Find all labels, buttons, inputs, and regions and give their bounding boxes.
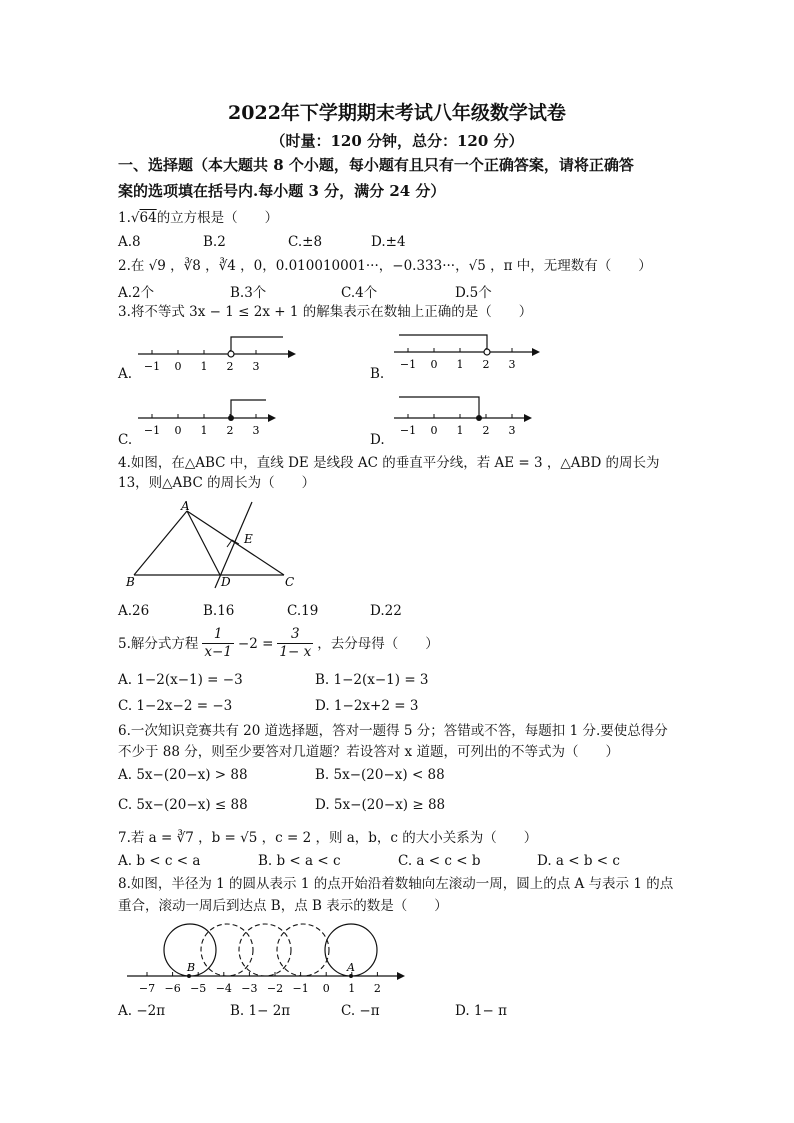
q8-option-d: D. 1− π <box>455 1003 507 1019</box>
q5-fraction-1 <box>202 626 234 661</box>
q3-number-line-a <box>128 330 298 380</box>
q6-line1: 6.一次知识竞赛共有 20 道选择题，答对一题得 5 分；答错或不答，每题扣 1 分.要使总得分 <box>118 723 668 739</box>
q8-option-b: B. 1− 2π <box>230 1003 291 1019</box>
label-d: D <box>221 575 231 589</box>
solution-ray <box>231 337 283 351</box>
tick-label: −3 <box>241 982 258 995</box>
q4-line2: 13，则△ABC 的周长为（ ） <box>118 475 316 491</box>
tick-label: −1 <box>399 358 417 371</box>
tick-label: 0 <box>174 360 182 373</box>
solution-ray <box>231 400 266 418</box>
exam-title: 2022年下学期期末考试八年级数学试卷 <box>228 102 566 124</box>
q5-fraction-2 <box>277 626 313 661</box>
q5-frac1-den: x−1 <box>204 644 232 660</box>
tick-label: 1 <box>348 982 356 995</box>
axis-arrow <box>532 348 540 356</box>
closed-point <box>476 415 482 421</box>
q3-option-a: A. <box>118 366 133 382</box>
circle-rolling-3 <box>277 924 329 976</box>
q3-number-line-c <box>128 394 298 444</box>
tick-label: −5 <box>190 982 207 995</box>
q3-number-line-d <box>384 394 554 444</box>
q8-line2: 重合，滚动一周后到达点 B，点 B 表示的数是（ ） <box>118 898 448 914</box>
tick-label: 0 <box>430 358 438 371</box>
q4-option-d: D.22 <box>370 603 402 619</box>
label-b: B <box>187 961 196 974</box>
q7-option-b: B. b < a < c <box>258 853 341 869</box>
axis-arrow <box>524 414 532 422</box>
q5-mid: −2 = <box>237 635 274 652</box>
tick-label: 3 <box>508 424 516 437</box>
q5-frac2-num: 3 <box>291 626 300 642</box>
q8-line1: 8.如图，半径为 1 的圆从表示 1 的点开始沿着数轴向左滚动一周，圆上的点 A 与表示 1 的点 <box>118 876 674 892</box>
q3-option-c: C. <box>118 432 133 448</box>
q3-option-b: B. <box>370 366 385 382</box>
tick-label: 0 <box>430 424 438 437</box>
tick-label: 1 <box>456 424 464 437</box>
open-point <box>228 351 234 357</box>
q4-option-c: C.19 <box>287 603 319 619</box>
solution-ray <box>399 397 479 418</box>
tick-label: −4 <box>215 982 232 995</box>
tick-label: −2 <box>266 982 284 995</box>
q8-option-a: A. −2π <box>118 1003 166 1019</box>
q4-triangle-figure <box>118 500 318 592</box>
q5-text-b: ，去分母得（ ） <box>317 635 439 652</box>
tick-label: 2 <box>226 360 234 373</box>
closed-point <box>228 415 234 421</box>
sqrt-icon: √ <box>130 210 140 226</box>
q3-number-line-b <box>384 328 554 378</box>
tick-label: 1 <box>200 424 208 437</box>
axis-arrow <box>288 350 296 358</box>
tick-label: 1 <box>200 360 208 373</box>
label-a: A <box>181 500 190 513</box>
q1-option-a: A.8 <box>118 234 141 250</box>
q1-radicand: 64 <box>139 210 157 226</box>
tick-label: 2 <box>482 358 490 371</box>
tick-label: 0 <box>322 982 330 995</box>
exam-subtitle: （时量：120 分钟，总分：120 分） <box>270 132 524 150</box>
tick-label: 3 <box>508 358 516 371</box>
segment-ad <box>187 511 220 575</box>
tick-label: 2 <box>373 982 381 995</box>
solution-ray <box>399 335 487 349</box>
question-8 <box>118 873 673 917</box>
tick-label: −1 <box>399 424 417 437</box>
question-1 <box>118 208 278 228</box>
q6-option-b: B. 5x−(20−x) < 88 <box>315 767 445 783</box>
side-ac <box>187 511 284 575</box>
tick-label: 1 <box>456 358 464 371</box>
q2-option-c: C.4个 <box>341 285 378 301</box>
q5-option-b: B. 1−2(x−1) = 3 <box>315 672 429 688</box>
q5-option-c: C. 1−2x−2 = −3 <box>118 698 233 714</box>
q7-option-d: D. a < b < c <box>537 853 620 869</box>
q5-text-a: 5.解分式方程 <box>118 635 199 652</box>
open-point <box>484 349 490 355</box>
tick-label: 2 <box>482 424 490 437</box>
q7-option-a: A. b < c < a <box>118 853 201 869</box>
axis-arrow <box>397 972 405 980</box>
question-5 <box>118 626 439 661</box>
tick-label: −1 <box>292 982 309 995</box>
point-a <box>349 974 353 978</box>
q1-text: 的立方根是（ ） <box>156 210 279 226</box>
tick-label: 0 <box>174 424 182 437</box>
q2-option-d: D.5个 <box>455 285 492 301</box>
tick-label: −1 <box>143 424 161 437</box>
point-b <box>187 974 191 978</box>
q4-option-b: B.16 <box>203 603 235 619</box>
q1-option-c: C.±8 <box>288 234 323 250</box>
q2-option-b: B.3个 <box>230 285 267 301</box>
q6-option-a: A. 5x−(20−x) > 88 <box>118 767 248 783</box>
label-a: A <box>347 961 355 974</box>
axis-arrow <box>268 414 276 422</box>
q7-option-c: C. a < c < b <box>398 853 481 869</box>
q1-option-d: D.±4 <box>371 234 406 250</box>
q6-option-c: C. 5x−(20−x) ≤ 88 <box>118 797 248 813</box>
question-4 <box>118 453 660 493</box>
q6-option-d: D. 5x−(20−x) ≥ 88 <box>315 797 446 813</box>
question-2: 2.在 √9 ，∛8 ，∛4 ，0，0.010010001···，−0.333···，√5 ，π 中，无理数有（ ） <box>118 258 652 274</box>
q4-line1: 4.如图，在△ABC 中，直线 DE 是线段 AC 的垂直平分线，若 AE = 3 ，△ABD 的周长为 <box>118 455 660 471</box>
q5-option-d: D. 1−2x+2 = 3 <box>315 698 419 714</box>
q6-line2: 不少于 88 分，则至少要答对几道题？若设答对 x 道题，可列出的不等式为（ ） <box>118 744 619 760</box>
q8-rolling-circle-figure <box>125 918 410 1000</box>
q5-option-a: A. 1−2(x−1) = −3 <box>118 672 243 688</box>
label-e: E <box>244 532 253 546</box>
q4-option-a: A.26 <box>118 603 150 619</box>
tick-label: −7 <box>138 982 156 995</box>
label-b: B <box>126 575 135 589</box>
question-3: 3.将不等式 3x − 1 ≤ 2x + 1 的解集表示在数轴上正确的是（ ） <box>118 304 533 320</box>
question-7: 7.若 a = ∛7 ，b = √5 ，c = 2 ，则 a，b，c 的大小关系为（ ） <box>118 830 538 846</box>
label-c: C <box>285 575 295 589</box>
question-6 <box>118 721 668 763</box>
side-ab <box>134 511 187 575</box>
section-heading <box>118 152 688 204</box>
q5-frac2-den: 1− x <box>279 644 312 660</box>
tick-label: −1 <box>143 360 161 373</box>
q3-option-d: D. <box>370 432 385 448</box>
circle-rolling-2 <box>239 924 291 976</box>
tick-label: 2 <box>226 424 234 437</box>
q8-option-c: C. −π <box>341 1003 380 1019</box>
tick-label: 3 <box>252 424 260 437</box>
tick-label: 3 <box>252 360 260 373</box>
section-heading-line1: 一、选择题（本大题共 8 个小题，每小题有且只有一个正确答案，请将正确答 <box>118 156 634 174</box>
tick-label: −6 <box>164 982 181 995</box>
q5-frac1-num: 1 <box>213 626 223 642</box>
q2-option-a: A.2个 <box>118 285 155 301</box>
q1-option-b: B.2 <box>203 234 226 250</box>
q1-number: 1. <box>118 210 131 226</box>
section-heading-line2: 案的选项填在括号内.每小题 3 分，满分 24 分） <box>118 182 446 200</box>
